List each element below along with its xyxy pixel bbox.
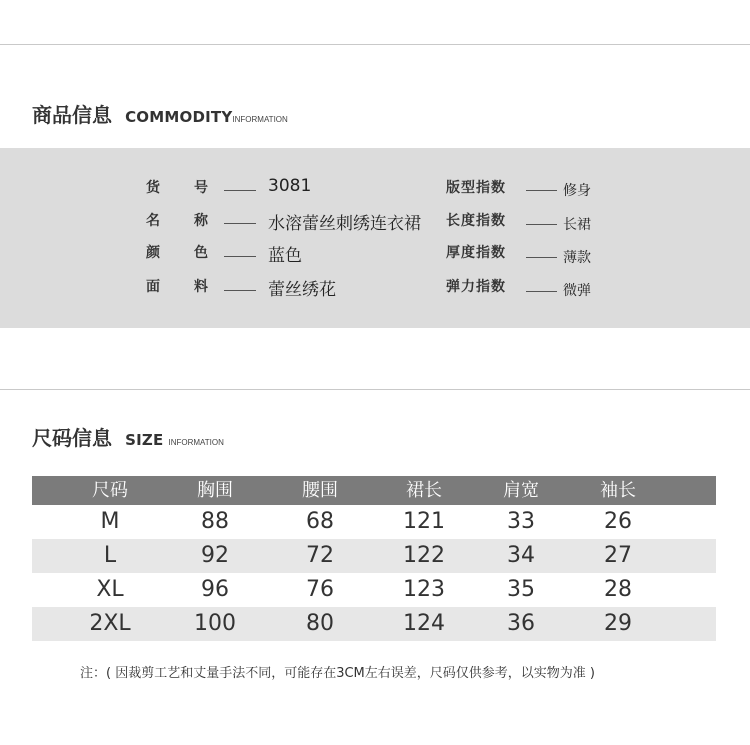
- table-row: [32, 505, 716, 539]
- cell-dress-length: 123: [403, 577, 445, 602]
- table-row: [32, 573, 716, 607]
- cell-bust: 96: [201, 577, 229, 602]
- dash-divider: [526, 257, 557, 258]
- header-shoulder: 肩宽: [503, 480, 539, 501]
- header-waist: 腰围: [302, 480, 338, 501]
- value-fit-index: 修身: [563, 183, 591, 199]
- cell-size: 2XL: [89, 611, 131, 636]
- label-elasticity-index: 弹力指数: [446, 279, 506, 295]
- label-name: 名 称: [146, 213, 208, 229]
- table-row: [32, 539, 716, 573]
- cell-size: M: [100, 509, 120, 534]
- header-bust: 胸围: [197, 480, 233, 501]
- middle-divider: [0, 389, 750, 390]
- size-table: [32, 476, 716, 641]
- size-title-cn: 尺码信息: [32, 426, 112, 450]
- info-row-item-number: [0, 176, 750, 200]
- cell-shoulder: 34: [507, 543, 535, 568]
- value-color: 蓝色: [268, 246, 302, 266]
- value-fabric: 蕾丝绣花: [268, 280, 336, 300]
- cell-waist: 72: [306, 543, 334, 568]
- top-divider: [0, 44, 750, 45]
- info-row-name: [0, 209, 750, 233]
- value-thickness-index: 薄款: [563, 250, 591, 266]
- header-size: 尺码: [92, 480, 128, 501]
- cell-shoulder: 35: [507, 577, 535, 602]
- cell-bust: 88: [201, 509, 229, 534]
- cell-dress-length: 121: [403, 509, 445, 534]
- header-dress-length: 裙长: [406, 480, 442, 501]
- table-row: [32, 607, 716, 641]
- value-name: 水溶蕾丝刺绣连衣裙: [268, 214, 421, 234]
- cell-size: XL: [96, 577, 124, 602]
- cell-dress-length: 124: [403, 611, 445, 636]
- cell-waist: 76: [306, 577, 334, 602]
- label-color: 颜 色: [146, 245, 208, 261]
- label-item-number: 货 号: [146, 180, 208, 196]
- dash-divider: [526, 291, 557, 292]
- cell-sleeve: 27: [604, 543, 632, 568]
- label-thickness-index: 厚度指数: [446, 245, 506, 261]
- size-table-header: [32, 476, 716, 505]
- commodity-title-en: COMMODITY: [125, 108, 233, 126]
- cell-bust: 92: [201, 543, 229, 568]
- commodity-section-title: [32, 99, 288, 128]
- info-row-color: [0, 241, 750, 265]
- dash-divider: [526, 224, 557, 225]
- size-title-en: SIZE: [125, 431, 164, 449]
- cell-waist: 80: [306, 611, 334, 636]
- label-fit-index: 版型指数: [446, 180, 506, 196]
- cell-size: L: [103, 543, 117, 568]
- cell-shoulder: 36: [507, 611, 535, 636]
- dash-divider: [224, 256, 256, 257]
- commodity-title-cn: 商品信息: [32, 103, 112, 127]
- cell-sleeve: 28: [604, 577, 632, 602]
- dash-divider: [224, 223, 256, 224]
- cell-waist: 68: [306, 509, 334, 534]
- cell-shoulder: 33: [507, 509, 535, 534]
- commodity-info-panel: [0, 148, 750, 328]
- cell-sleeve: 26: [604, 509, 632, 534]
- commodity-title-en-small: INFORMATION: [232, 115, 288, 124]
- value-item-number: 3081: [268, 176, 312, 196]
- dash-divider: [224, 290, 256, 291]
- size-section-title: [32, 422, 224, 451]
- measurement-note: 注：( 因裁剪工艺和丈量手法不同，可能存在3CM左右误差，尺码仅供参考，以实物为准 ): [80, 666, 595, 681]
- cell-dress-length: 122: [403, 543, 445, 568]
- cell-sleeve: 29: [604, 611, 632, 636]
- info-row-fabric: [0, 275, 750, 299]
- cell-bust: 100: [194, 611, 236, 636]
- value-length-index: 长裙: [563, 217, 591, 233]
- size-title-en-small: INFORMATION: [168, 438, 224, 447]
- value-elasticity-index: 微弹: [563, 283, 591, 299]
- dash-divider: [224, 190, 256, 191]
- label-length-index: 长度指数: [446, 213, 506, 229]
- header-sleeve: 袖长: [600, 480, 636, 501]
- dash-divider: [526, 190, 557, 191]
- label-fabric: 面 料: [146, 279, 208, 295]
